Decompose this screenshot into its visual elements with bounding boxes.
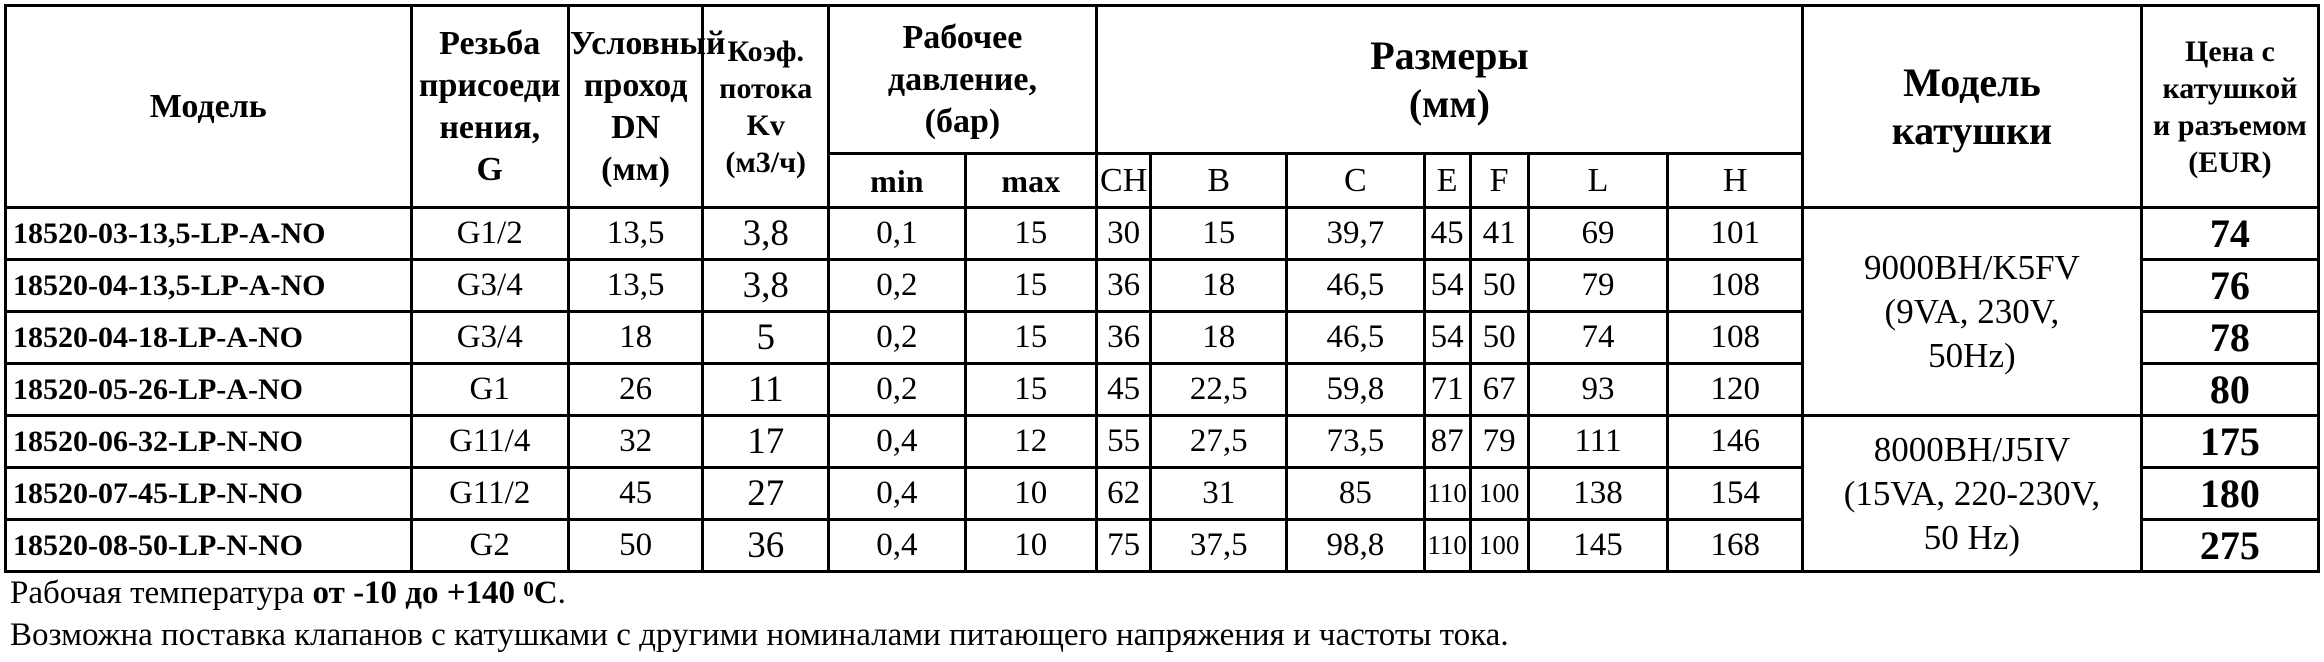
- cell-ch: 36: [1096, 312, 1151, 364]
- cell-l: 79: [1528, 260, 1668, 312]
- cell-pmin: 0,4: [829, 468, 966, 520]
- cell-pmax: 15: [965, 260, 1096, 312]
- header-thread: Резьба присоеди нения, G: [411, 6, 568, 208]
- cell-l: 93: [1528, 364, 1668, 416]
- cell-price: 74: [2141, 208, 2318, 260]
- cell-l: 69: [1528, 208, 1668, 260]
- cell-price: 180: [2141, 468, 2318, 520]
- cell-model: 18520-04-18-LP-A-NO: [6, 312, 412, 364]
- cell-pmin: 0,2: [829, 364, 966, 416]
- cell-h: 120: [1668, 364, 1803, 416]
- header-dim-b: B: [1151, 154, 1287, 208]
- cell-f: 67: [1470, 364, 1528, 416]
- cell-kv: 3,8: [703, 208, 829, 260]
- cell-c: 59,8: [1286, 364, 1424, 416]
- cell-h: 108: [1668, 312, 1803, 364]
- header-kv: Коэф. потока Kv (м3/ч): [703, 6, 829, 208]
- cell-h: 168: [1668, 520, 1803, 572]
- cell-dn: 45: [568, 468, 702, 520]
- cell-pmax: 12: [965, 416, 1096, 468]
- cell-dn: 32: [568, 416, 702, 468]
- cell-h: 101: [1668, 208, 1803, 260]
- cell-f: 79: [1470, 416, 1528, 468]
- cell-e: 110: [1424, 520, 1470, 572]
- cell-h: 146: [1668, 416, 1803, 468]
- cell-e: 54: [1424, 312, 1470, 364]
- header-dim-e: E: [1424, 154, 1470, 208]
- cell-dn: 50: [568, 520, 702, 572]
- header-dim-l: L: [1528, 154, 1668, 208]
- header-dim-f: F: [1470, 154, 1528, 208]
- cell-e: 54: [1424, 260, 1470, 312]
- cell-f: 41: [1470, 208, 1528, 260]
- supply-note: Возможна поставка клапанов с катушками с другими номиналами питающего напряжения и частоты тока.: [10, 617, 1509, 653]
- cell-kv: 36: [703, 520, 829, 572]
- cell-e: 71: [1424, 364, 1470, 416]
- cell-thread: G1: [411, 364, 568, 416]
- cell-price: 80: [2141, 364, 2318, 416]
- footnotes: [10, 572, 1509, 656]
- cell-ch: 75: [1096, 520, 1151, 572]
- cell-ch: 36: [1096, 260, 1151, 312]
- cell-price: 78: [2141, 312, 2318, 364]
- cell-b: 18: [1151, 260, 1287, 312]
- cell-b: 31: [1151, 468, 1287, 520]
- cell-e: 87: [1424, 416, 1470, 468]
- cell-thread: G1/2: [411, 208, 568, 260]
- cell-model: 18520-07-45-LP-N-NO: [6, 468, 412, 520]
- header-pressure-min: min: [829, 154, 966, 208]
- cell-ch: 55: [1096, 416, 1151, 468]
- cell-ch: 45: [1096, 364, 1151, 416]
- cell-thread: G3/4: [411, 312, 568, 364]
- cell-dn: 18: [568, 312, 702, 364]
- cell-b: 22,5: [1151, 364, 1287, 416]
- cell-f: 100: [1470, 520, 1528, 572]
- header-price: Цена с катушкой и разъемом (EUR): [2141, 6, 2318, 208]
- cell-c: 73,5: [1286, 416, 1424, 468]
- cell-pmin: 0,1: [829, 208, 966, 260]
- cell-pmin: 0,4: [829, 416, 966, 468]
- header-dn: Условный проход DN (мм): [568, 6, 702, 208]
- header-pressure: Рабочее давление, (бар): [829, 6, 1097, 154]
- header-dim-h: H: [1668, 154, 1803, 208]
- cell-dn: 13,5: [568, 260, 702, 312]
- cell-price: 275: [2141, 520, 2318, 572]
- cell-kv: 17: [703, 416, 829, 468]
- header-dim-ch: CH: [1096, 154, 1151, 208]
- cell-thread: G3/4: [411, 260, 568, 312]
- cell-thread: G11/2: [411, 468, 568, 520]
- cell-c: 85: [1286, 468, 1424, 520]
- header-dim-c: C: [1286, 154, 1424, 208]
- header-model: Модель: [6, 6, 412, 208]
- cell-e: 110: [1424, 468, 1470, 520]
- cell-l: 111: [1528, 416, 1668, 468]
- valve-spec-table: [4, 4, 2320, 573]
- cell-c: 98,8: [1286, 520, 1424, 572]
- cell-f: 100: [1470, 468, 1528, 520]
- cell-kv: 11: [703, 364, 829, 416]
- cell-c: 46,5: [1286, 312, 1424, 364]
- cell-b: 37,5: [1151, 520, 1287, 572]
- cell-kv: 5: [703, 312, 829, 364]
- header-pressure-max: max: [965, 154, 1096, 208]
- cell-model: 18520-08-50-LP-N-NO: [6, 520, 412, 572]
- cell-thread: G2: [411, 520, 568, 572]
- cell-dn: 13,5: [568, 208, 702, 260]
- cell-coil-group-2: 8000BH/J5IV (15VA, 220-230V, 50 Hz): [1802, 416, 2141, 572]
- cell-h: 108: [1668, 260, 1803, 312]
- cell-dn: 26: [568, 364, 702, 416]
- cell-h: 154: [1668, 468, 1803, 520]
- cell-model: 18520-03-13,5-LP-A-NO: [6, 208, 412, 260]
- cell-ch: 30: [1096, 208, 1151, 260]
- cell-pmax: 15: [965, 364, 1096, 416]
- cell-pmax: 10: [965, 520, 1096, 572]
- cell-l: 138: [1528, 468, 1668, 520]
- cell-pmin: 0,2: [829, 260, 966, 312]
- cell-b: 15: [1151, 208, 1287, 260]
- cell-f: 50: [1470, 260, 1528, 312]
- header-dimensions: Размеры (мм): [1096, 6, 1802, 154]
- cell-f: 50: [1470, 312, 1528, 364]
- cell-model: 18520-04-13,5-LP-A-NO: [6, 260, 412, 312]
- cell-l: 74: [1528, 312, 1668, 364]
- cell-model: 18520-05-26-LP-A-NO: [6, 364, 412, 416]
- cell-price: 175: [2141, 416, 2318, 468]
- cell-b: 18: [1151, 312, 1287, 364]
- table-row: [6, 416, 2319, 468]
- temperature-note: Рабочая температура от -10 до +140 $^0$C.: [10, 575, 566, 611]
- cell-l: 145: [1528, 520, 1668, 572]
- cell-pmin: 0,2: [829, 312, 966, 364]
- cell-b: 27,5: [1151, 416, 1287, 468]
- cell-c: 39,7: [1286, 208, 1424, 260]
- cell-model: 18520-06-32-LP-N-NO: [6, 416, 412, 468]
- cell-e: 45: [1424, 208, 1470, 260]
- cell-c: 46,5: [1286, 260, 1424, 312]
- cell-coil-group-1: 9000BH/K5FV (9VA, 230V, 50Hz): [1802, 208, 2141, 416]
- cell-kv: 3,8: [703, 260, 829, 312]
- cell-pmin: 0,4: [829, 520, 966, 572]
- table-row: [6, 208, 2319, 260]
- cell-price: 76: [2141, 260, 2318, 312]
- header-coil: Модель катушки: [1802, 6, 2141, 208]
- cell-thread: G11/4: [411, 416, 568, 468]
- cell-ch: 62: [1096, 468, 1151, 520]
- cell-pmax: 15: [965, 208, 1096, 260]
- cell-pmax: 10: [965, 468, 1096, 520]
- cell-pmax: 15: [965, 312, 1096, 364]
- cell-kv: 27: [703, 468, 829, 520]
